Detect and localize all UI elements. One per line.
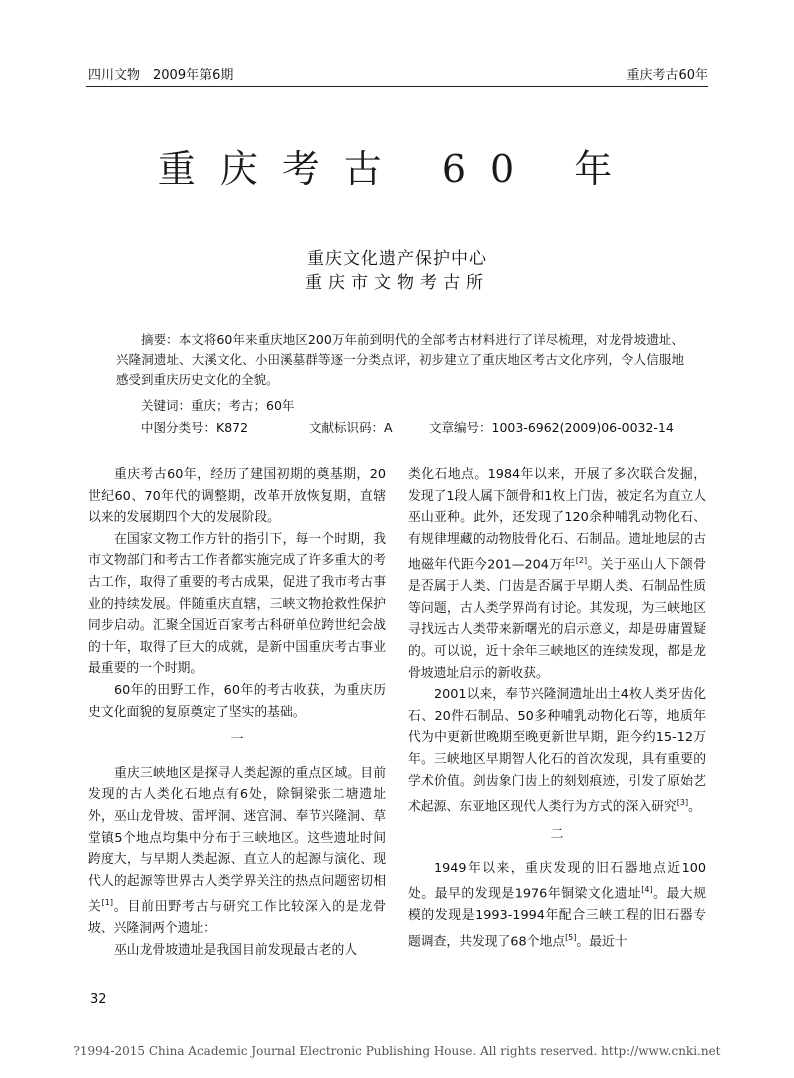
paragraph xyxy=(408,464,706,684)
citation: [1] xyxy=(101,898,113,908)
paragraph-text: 1949年以来，重庆发现的旧石器地点近100处。最早的发现是1976年铜梁文化遗址 xyxy=(408,860,706,902)
abstract-text: 摘要：本文将60年来重庆地区200万年前到明代的全部考古材料进行了详尽梳理，对龙骨坡遗址、兴隆洞遗址、大溪文化、小田溪墓群等逐一分类点评，初步建立了重庆地区考古文化序列，令人信服地感受到重庆历史文化的全貌。 xyxy=(116,332,684,387)
article-number: 文章编号：1003-6962(2009)06-0032-14 xyxy=(429,420,674,435)
header-rule xyxy=(86,86,708,87)
paragraph xyxy=(408,858,706,953)
paragraph: 60年的田野工作，60年的考古收获，为重庆历史文化面貌的复原奠定了坚实的基础。 xyxy=(88,682,386,720)
document-code: 文献标识码：A xyxy=(309,420,393,435)
paragraph-text: 类化石地点。1984年以来，开展了多次联合发掘，发现了1段人属下颌骨和1枚上门齿，被定名为直立人巫山亚种。此外，还发现了120余种哺乳动物化石、有规律埋藏的动物肢骨化石、石制品。遗址地层的古地磁年代距今201—204万年 xyxy=(408,467,706,573)
citation: [5] xyxy=(565,932,577,942)
left-column xyxy=(88,464,386,961)
abstract-block xyxy=(116,330,684,390)
keywords: 关键词：重庆；考古；60年 xyxy=(141,398,295,413)
paragraph-text: 。目前田野考古与研究工作比较深入的是龙骨坡、兴隆洞两个遗址： xyxy=(88,899,387,937)
running-title: 重庆考古60年 xyxy=(626,68,708,83)
journal-header: 四川文物 2009年第6期 xyxy=(88,68,234,83)
paragraph-text: 。 xyxy=(688,799,701,815)
section-heading-1: 一 xyxy=(230,732,244,748)
paragraph: 巫山龙骨坡遗址是我国目前发现最古老的人 xyxy=(114,942,358,958)
paragraph: 重庆考古60年，经历了建国初期的奠基期，20世纪60、70年代的调整期，改革开放恢复期，直辖以来的发展期四个大的发展阶段。 xyxy=(88,467,386,526)
classification-number: 中图分类号：K872 xyxy=(141,420,249,435)
section-heading-2: 二 xyxy=(550,827,564,843)
page-number: 32 xyxy=(90,992,107,1007)
article-title: 重庆考古 60 年 xyxy=(157,147,637,191)
paragraph: 在国家文物工作方针的指引下，每一个时期，我市文物部门和考古工作者都实施完成了许多重大的考古工作，取得了重要的考古成果，促进了我市考古事业的持续发展。伴随重庆直辖，三峡文物抢救性保护同步启动。汇聚全国近百家考古科研单位跨世纪会战的十年，取得了巨大的成就，是新中国重庆考古事业最重要的一个时期。 xyxy=(88,531,386,677)
copyright-footer: ?1994-2015 China Academic Journal Electronic Publishing House. All rights reserved. http://www.cnki.net xyxy=(73,1044,721,1058)
author-affiliation-1: 重庆文化遗产保护中心 xyxy=(307,249,487,269)
paragraph-text: 。最大规模的发现是1993-1994年配合三峡工程的旧石器专题调查，共发现了68个地点 xyxy=(408,886,706,949)
citation: [3] xyxy=(676,798,689,808)
paragraph-text: 重庆三峡地区是探寻人类起源的重点区域。目前发现的古人类化石地点有6处，除铜梁张二塘遗址外，巫山龙骨坡、雷坪洞、迷宫洞、奉节兴隆洞、草堂镇5个地点均集中分布于三峡地区。这些遗址时间跨度大，与早期人类起源、直立人的起源与演化、现代人的起源等世界古人类学界关注的热点问题密切相关 xyxy=(88,765,386,915)
paragraph xyxy=(88,763,386,940)
paragraph-text: 。最近十 xyxy=(576,933,628,949)
paragraph-text: 2001以来，奉节兴隆洞遗址出土4枚人类牙齿化石、20件石制品、50多种哺乳动物化石等，地质年代为中更新世晚期至晚更新世早期，距今约15-12万年。三峡地区早期智人化石的首次发现，具有重要的学术价值。剑齿象门齿上的刻划痕迹，引发了原始艺术起源、东亚地区现代人类行为方式的深入研究 xyxy=(408,687,706,815)
citation: [4] xyxy=(641,885,653,895)
paragraph xyxy=(408,684,706,818)
author-affiliation-2: 重庆市文物考古所 xyxy=(305,273,489,293)
paragraph-text: 。关于巫山人下颌骨是否属于人类、门齿是否属于早期人类、石制品性质等问题，古人类学界尚有讨论。其发现，为三峡地区寻找远古人类带来新曙光的启示意义，却是毋庸置疑的。可以说，近十余年三峡地区的连续发现，都是龙骨坡遗址启示的新收获。 xyxy=(408,557,706,681)
citation: [2] xyxy=(575,556,588,566)
right-column xyxy=(408,464,706,953)
